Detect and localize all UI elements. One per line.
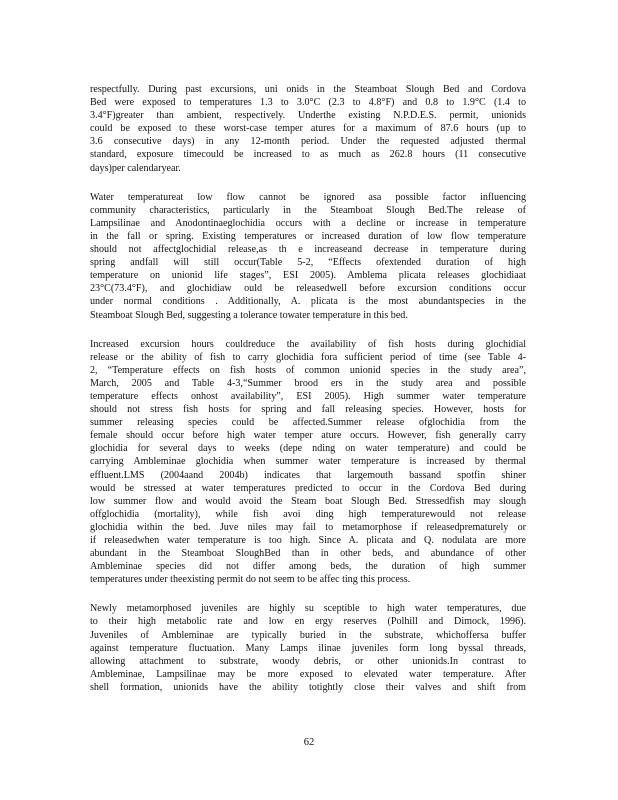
text-line: 3.4°F)greater than ambient, respectively. Underthe existing N.P.D.E.S. permit, unionids <box>90 110 526 122</box>
text-line: Bed were exposed to temperatures 1.3 to 3.0°C (2.3 to 4.8°F) and 0.8 to 1.9°C (1.4 to <box>90 97 526 109</box>
paragraph <box>90 83 526 175</box>
text-line: would be stressed at water temperatures predicted to occur in the Cordova Bed during <box>90 482 526 494</box>
text-line: carrying Ambleminae glochidia when summer water temperature is increased by thermal <box>90 456 526 468</box>
text-line: under normal conditions . Additionally, A. plicata is the most abundantspecies in the <box>90 296 526 308</box>
text-line: release or the ability of fish to carry glochidia fora sufficient period of time (see Table 4- <box>90 351 526 363</box>
text-line: temperature on unionid life stages”, ESI 2005). Amblema plicata releases glochidiaat <box>90 270 526 282</box>
text-line: in the fall or spring. Existing temperatures or increased duration of low flow temperature <box>90 230 526 242</box>
paragraph <box>90 602 526 694</box>
text-line: Lampsilinae and Anodontinaeglochidia occurs with a decline or increase in temperature <box>90 217 526 229</box>
text-line: Water temperatureat low flow cannot be ignored asa possible factor influencing <box>90 191 526 203</box>
text-line: could be exposed to these worst-case temper atures for a maximum of 87.6 hours (up to <box>90 123 526 135</box>
text-line: 23°C(73.4°F), and glochidiaw ould be releasedwell before excursion conditions occur <box>90 283 526 295</box>
text-line: Increased excursion hours couldreduce the availability of fish hosts during glochidial <box>90 338 526 350</box>
text-line: against temperature fluctuation. Many Lamps ilinae juveniles form long byssal threads, <box>90 642 526 654</box>
text-line: effluent.LMS (2004aand 2004b) indicates that largemouth bassand spotfin shiner <box>90 469 526 481</box>
text-line: glochidia for several days to weeks (depe nding on water temperature) and could be <box>90 443 526 455</box>
text-line: temperature effects onhost availability”, ESI 2005). High summer water temperature <box>90 390 526 402</box>
text-line: low summer flow and would avoid the Steam boat Slough Bed. Stressedfish may slough <box>90 495 526 507</box>
text-line: community characteristics, particularly in the Steamboat Slough Bed.The release of <box>90 204 526 216</box>
paragraph <box>90 338 526 587</box>
text-line: female should occur before high water temper ature occurs. However, fish generally carry <box>90 430 526 442</box>
text-line: shell formation, unionids have the ability totightly close their valves and shift from <box>90 681 526 693</box>
text-line: Juveniles of Ambleminae are typically buried in the substrate, whichoffersa buffer <box>90 629 526 641</box>
text-line: Newly metamorphosed juveniles are highly su sceptible to high water temperatures, due <box>90 603 526 615</box>
text-line: spring andfall will still occur(Table 5-2, “Effects ofextended duration of high <box>90 257 526 269</box>
page-body <box>90 83 526 710</box>
text-line: should not affectglochidial release,as th e increaseand decrease in temperature during <box>90 244 526 256</box>
text-line: Ambleminae, Lampsilinae may be more exposed to elevated water temperature. After <box>90 668 526 680</box>
text-line: Steamboat Slough Bed, suggesting a tolerance towater temperature in this bed. <box>90 309 408 321</box>
page-number: 62 <box>303 737 315 748</box>
text-line: respectfully. During past excursions, uni onids in the Steamboat Slough Bed and Cordova <box>90 84 526 95</box>
text-line: offglochidia (mortality), while fish avoi ding high temperaturewould not release <box>90 508 526 520</box>
text-line: days)per calendaryear. <box>90 162 181 174</box>
text-line: summer releasing species could be affected.Summer release ofglochidia from the <box>90 417 526 429</box>
text-line: should not stress fish hosts for spring and fall releasing species. However, hosts for <box>90 404 526 416</box>
text-line: standard, exposure timecould be increased to as much as 262.8 hours (11 consecutive <box>90 149 526 161</box>
text-line: abundant in the Steamboat SloughBed than in other beds, and abundance of other <box>90 548 526 560</box>
text-line: glochidia within the bed. Juve niles may fail to metamorphose if releasedprematurely or <box>90 521 526 533</box>
text-line: Ambleminae species did not differ among beds, the duration of high summer <box>90 561 526 573</box>
text-line: if releasedwhen water temperature is too high. Since A. plicata and Q. nodulata are more <box>90 535 526 546</box>
text-line: allowing attachment to substrate, woody debris, or other unionids.In contrast to <box>90 655 526 667</box>
text-line: to their high metabolic rate and low en ergy reserves (Polhill and Dimock, 1996). <box>90 616 526 628</box>
text-line: temperatures under theexisting permit do not seem to be affec ting this process. <box>90 574 411 586</box>
text-line: 2, “Temperature effects on fish hosts of common unionid species in the study area”, <box>90 364 526 376</box>
paragraph <box>90 191 526 322</box>
text-line: 3.6 consecutive days) in any 12-month period. Under the requested adjusted thermal <box>90 136 526 148</box>
text-line: March, 2005 and Table 4-3,“Summer brood ers in the study area and possible <box>90 377 526 389</box>
